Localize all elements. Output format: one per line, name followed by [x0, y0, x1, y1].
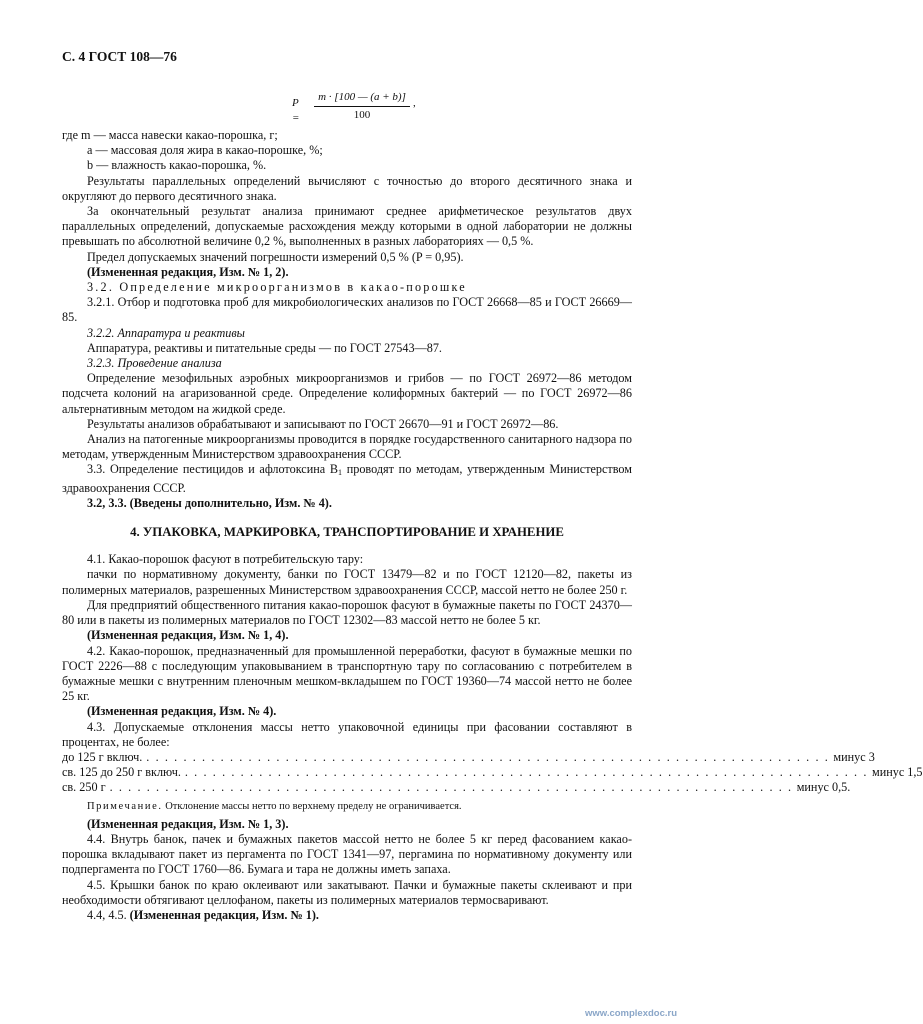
- edition-note: 3.2, 3.3. (Введены дополнительно, Изм. № 4).: [87, 495, 332, 510]
- section-3-2-3-results: Результаты анализов обрабатывают и записывают по ГОСТ 26670—91 и ГОСТ 26972—86.: [87, 416, 559, 431]
- tolerance-row: [62, 765, 923, 780]
- leader-dots: . . . . . . . . . . . . . . . . . . . . . . . . . . . . . . . . . . . . . . . . . . . . . . . . . . . . . . . . . . . . . . . . . . . . . . . . . .: [184, 765, 868, 780]
- edition-note: (Измененная редакция, Изм. № 1, 3).: [87, 816, 289, 831]
- section-3-3-part-b: проводят по методам, утвержденным Министерством здравоохранения СССР.: [62, 462, 632, 495]
- edition-note-bold: (Измененная редакция, Изм. № 1).: [129, 907, 319, 922]
- section-4-1-containers: пачки по нормативному документу, банки по ГОСТ 13479—82 и по ГОСТ 12120—82, пакеты из полимерных материалов, разрешенных Министерством здравоохранения СССР, массой нетто не более 250 г.: [62, 567, 632, 597]
- formula-tail: ,: [413, 97, 416, 109]
- formula-denominator: 100: [353, 109, 371, 122]
- tolerance-row: [62, 749, 875, 765]
- section-4-2: 4.2. Какао-порошок, предназначенный для промышленной переработки, фасуют в бумажные мешки по ГОСТ 2226—88 с последующим упаковыванием в транспортную тару по согласованию с потребителем в бумажные мешки с внутренним пленочным мешком-вкладышем по ГОСТ 19360—74 массой нетто не более 25 кг.: [62, 643, 632, 704]
- tolerance-label: св. 125 до 250 г включ.: [62, 765, 181, 780]
- section-3-2-2-title: 3.2.2. Аппаратура и реактивы: [87, 325, 245, 340]
- section-3-3-subscript: 1: [338, 468, 343, 478]
- site-watermark[interactable]: www.complexdoc.ru: [585, 1008, 678, 1019]
- note-label: Примечание.: [87, 800, 163, 812]
- tolerance-value: минус 1,5: [871, 765, 923, 780]
- section-3-3: [62, 462, 632, 495]
- where-line-2: a — массовая доля жира в какао-порошке, %;: [87, 143, 323, 158]
- formula-fraction: [314, 90, 410, 123]
- tolerance-label: до 125 г включ.: [62, 749, 143, 764]
- paragraph-final-result: За окончательный результат анализа принимают среднее арифметическое результатов двух параллельных определений, допускаемые расхождения между которыми в одной лаборатории не должны превышать по абсолютной величине 0,2 %, выполненных в разных лабораториях — 0,5 %.: [62, 204, 632, 249]
- section-3-2-title: 3.2. Определение микроорганизмов в какао-порошке: [87, 280, 467, 295]
- edition-note: [62, 908, 632, 923]
- note-text: Отклонение массы нетто по верхнему пределу не ограничивается.: [162, 800, 462, 812]
- where-line-3: b — влажность какао-порошка, %.: [87, 158, 267, 173]
- formula-numerator: m · [100 — (a + b)]: [314, 90, 410, 107]
- paragraph-rounding: Результаты параллельных определений вычисляют с точностью до второго десятичного знака и округляют до первого десятичного знака.: [62, 173, 632, 203]
- edition-note-prefix: 4.4, 4.5.: [87, 907, 130, 922]
- edition-note: (Измененная редакция, Изм. № 1, 4).: [87, 628, 289, 643]
- tolerance-value: минус 0,5.: [796, 780, 851, 795]
- section-3-2-3-pathogens: Анализ на патогенные микроорганизмы проводится в порядке государственного санитарного надзора по методам, утвержденным Министерством здравоохранения СССР.: [62, 432, 632, 462]
- section-4-1: 4.1. Какао-порошок фасуют в потребительскую тару:: [87, 552, 364, 567]
- section-4-1-catering: Для предприятий общественного питания какао-порошок фасуют в бумажные пакеты по ГОСТ 24370—80 или в пакеты из полимерных материалов по ГОСТ 12302—83 массой нетто не более 5 кг.: [62, 597, 632, 628]
- section-4-3: 4.3. Допускаемые отклонения массы нетто упаковочной единицы при фасовании составляют в процентах, не более:: [62, 719, 632, 749]
- tolerance-label: св. 250 г: [62, 780, 106, 795]
- leader-dots: . . . . . . . . . . . . . . . . . . . . . . . . . . . . . . . . . . . . . . . . . . . . . . . . . . . . . . . . . . . . . . . . . . . . . . . . . .: [109, 780, 793, 795]
- edition-note: (Измененная редакция, Изм. № 1, 2).: [87, 264, 289, 279]
- section-3-2-1: 3.2.1. Отбор и подготовка проб для микробиологических анализов по ГОСТ 26668—85 и ГОСТ 26669—85.: [62, 295, 632, 325]
- section-4-5: 4.5. Крышки банок по краю оклеивают или закатывают. Пачки и бумажные пакеты склеивают и при необходимости обтягивают целлофаном, пакеты из полимерных материалов термосваривают.: [62, 877, 632, 907]
- where-line-1: где m — масса навески какао-порошка, г;: [62, 128, 278, 142]
- section-3-3-part-a: 3.3. Определение пестицидов и афлотоксина B: [87, 462, 339, 477]
- section-3-2-3-title: 3.2.3. Проведение анализа: [87, 356, 222, 371]
- formula-lhs: P =: [292, 97, 300, 125]
- edition-note: (Измененная редакция, Изм. № 4).: [87, 704, 277, 719]
- section-3-2-2-text: Аппаратура, реактивы и питательные среды — по ГОСТ 27543—87.: [87, 340, 442, 355]
- tolerance-value: минус 3: [833, 749, 875, 764]
- leader-dots: . . . . . . . . . . . . . . . . . . . . . . . . . . . . . . . . . . . . . . . . . . . . . . . . . . . . . . . . . . . . . . . . . . . . . . . . . .: [146, 749, 830, 764]
- section-4-heading: 4. УПАКОВКА, МАРКИРОВКА, ТРАНСПОРТИРОВАНИЕ И ХРАНЕНИЕ: [130, 525, 564, 540]
- document-body: [62, 128, 923, 923]
- section-4-4: 4.4. Внутрь банок, пачек и бумажных пакетов массой нетто не более 5 кг перед фасованием какао-порошка вкладывают пакет из пергамента по ГОСТ 1341—97, пергамина по нормативному документу или подпергамента по ГОСТ 1760—86. Бумага и тара не должны иметь запаха.: [62, 831, 632, 877]
- page-header: С. 4 ГОСТ 108—76: [62, 49, 177, 64]
- note: [62, 799, 632, 814]
- tolerance-row: [62, 780, 851, 795]
- paragraph-error-limit: Предел допускаемых значений погрешности измерений 0,5 % (P = 0,95).: [87, 249, 464, 264]
- section-3-2-3-text: Определение мезофильных аэробных микроорганизмов и грибов — по ГОСТ 26972—86 методом подсчета колоний на агаризованной среде. Определение колиформных бактерий — по ГОСТ 26972—86 альтернативным методом на жидкой среде.: [62, 371, 632, 416]
